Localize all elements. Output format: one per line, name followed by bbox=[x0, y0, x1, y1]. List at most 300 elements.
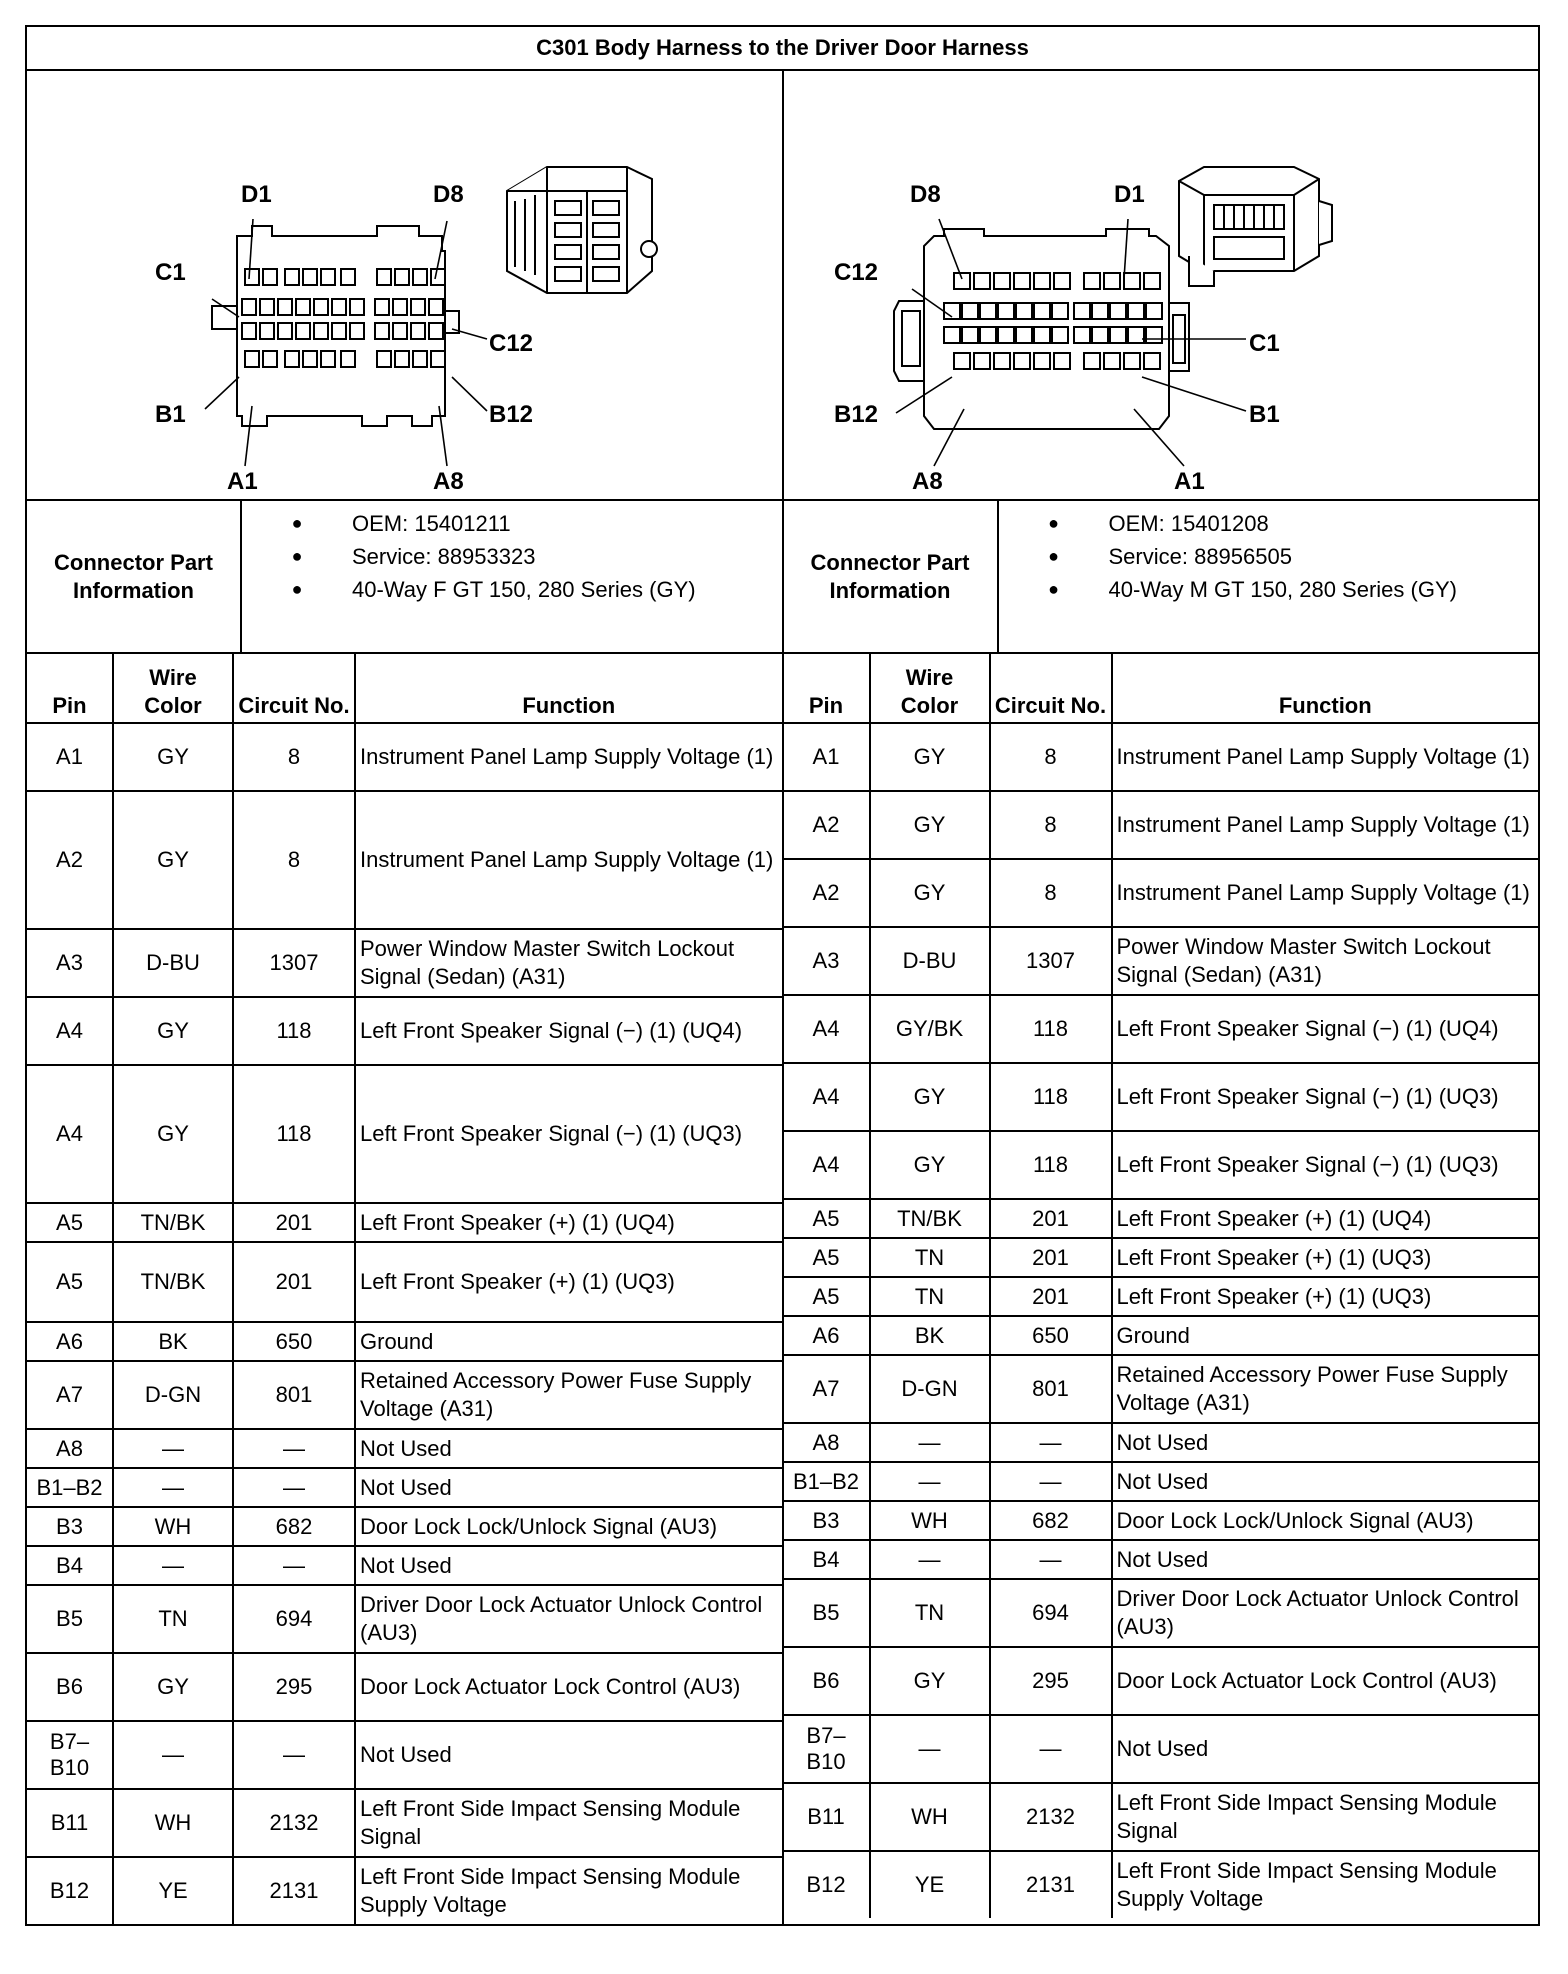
label-c12: C12 bbox=[833, 259, 878, 286]
connector-diagrams bbox=[27, 71, 1538, 501]
function-cell: Left Front Side Impact Sensing Module Signal bbox=[1112, 1783, 1539, 1851]
pin-cavity bbox=[429, 323, 443, 339]
table-row bbox=[784, 1316, 1539, 1355]
pin-cavity bbox=[411, 299, 425, 315]
wire-color-cell: GY bbox=[113, 997, 233, 1065]
column-header-circuit-no: Circuit No. bbox=[233, 654, 355, 723]
connector-description: 40-Way F GT 150, 280 Series (GY) bbox=[352, 576, 696, 602]
function-cell: Driver Door Lock Actuator Unlock Control (AU3) bbox=[355, 1585, 782, 1653]
info-item bbox=[999, 573, 1539, 606]
pin-cavity bbox=[974, 353, 990, 369]
pin-cavity bbox=[332, 323, 346, 339]
pin-cavity bbox=[980, 303, 996, 319]
pin-cell: A5 bbox=[27, 1242, 113, 1322]
info-item bbox=[242, 540, 782, 573]
pin-cavity bbox=[1014, 273, 1030, 289]
table-row bbox=[784, 1715, 1539, 1783]
circuit-no-cell: — bbox=[990, 1423, 1112, 1462]
label-b1: B1 bbox=[1248, 401, 1280, 428]
connector-info-label: Connector Part Information bbox=[784, 501, 999, 652]
pin-cavity bbox=[242, 323, 256, 339]
pin-cell: B1–B2 bbox=[784, 1462, 870, 1501]
function-cell: Power Window Master Switch Lockout Signal (Sedan) (A31) bbox=[355, 929, 782, 997]
function-cell: Ground bbox=[355, 1322, 782, 1361]
pin-cell: A6 bbox=[784, 1316, 870, 1355]
pin-cavity bbox=[1054, 273, 1070, 289]
pin-cavity bbox=[377, 351, 391, 367]
circuit-no-cell: 201 bbox=[990, 1199, 1112, 1238]
pin-cell: A4 bbox=[784, 1063, 870, 1131]
wire-color-cell: — bbox=[113, 1468, 233, 1507]
function-cell: Retained Accessory Power Fuse Supply Voltage (A31) bbox=[355, 1361, 782, 1429]
pin-cavity bbox=[1052, 327, 1068, 343]
pin-cavity bbox=[1110, 303, 1126, 319]
function-cell: Driver Door Lock Actuator Unlock Control (AU3) bbox=[1112, 1579, 1539, 1647]
pin-cavity bbox=[1128, 303, 1144, 319]
pin-cavity bbox=[1104, 273, 1120, 289]
circuit-no-cell: 8 bbox=[990, 723, 1112, 791]
pin-cavity bbox=[994, 353, 1010, 369]
table-row bbox=[27, 929, 782, 997]
circuit-no-cell: — bbox=[233, 1468, 355, 1507]
pin-cavity bbox=[260, 323, 274, 339]
wire-color-cell: D-BU bbox=[113, 929, 233, 997]
circuit-no-cell: 801 bbox=[990, 1355, 1112, 1423]
circuit-no-cell: 295 bbox=[990, 1647, 1112, 1715]
wire-color-cell: GY bbox=[113, 1065, 233, 1203]
pin-cavity bbox=[1144, 353, 1160, 369]
column-header-pin: Pin bbox=[784, 654, 870, 723]
function-cell: Door Lock Lock/Unlock Signal (AU3) bbox=[355, 1507, 782, 1546]
pin-cavity bbox=[375, 323, 389, 339]
pin-cell: B7–B10 bbox=[784, 1715, 870, 1783]
circuit-no-cell: 118 bbox=[233, 997, 355, 1065]
wire-color-cell: TN/BK bbox=[113, 1242, 233, 1322]
pin-cavity bbox=[303, 351, 317, 367]
circuit-no-cell: 2132 bbox=[233, 1789, 355, 1857]
bullet-icon: ● bbox=[1048, 513, 1059, 533]
function-cell: Not Used bbox=[355, 1721, 782, 1789]
wire-color-cell: — bbox=[870, 1462, 990, 1501]
label-a1: A1 bbox=[227, 468, 258, 495]
pin-cavity bbox=[245, 269, 259, 285]
connector-info-list bbox=[242, 501, 782, 652]
pin-cell: A5 bbox=[784, 1277, 870, 1316]
pin-cavity bbox=[260, 299, 274, 315]
pin-cell: B6 bbox=[784, 1647, 870, 1715]
table-row bbox=[784, 995, 1539, 1063]
pin-cell: A3 bbox=[784, 927, 870, 995]
table-row bbox=[784, 927, 1539, 995]
label-d1: D1 bbox=[1113, 181, 1145, 208]
pin-cavity bbox=[395, 269, 409, 285]
circuit-no-cell: — bbox=[233, 1546, 355, 1585]
circuit-no-cell: 2131 bbox=[990, 1851, 1112, 1918]
pin-cavity bbox=[285, 351, 299, 367]
table-row bbox=[27, 1468, 782, 1507]
pin-cell: B4 bbox=[784, 1540, 870, 1579]
circuit-no-cell: — bbox=[233, 1429, 355, 1468]
wire-color-cell: GY/BK bbox=[870, 995, 990, 1063]
pin-cavity bbox=[1110, 327, 1126, 343]
circuit-no-cell: 201 bbox=[233, 1242, 355, 1322]
table-row bbox=[784, 1501, 1539, 1540]
pin-cavity bbox=[1034, 327, 1050, 343]
function-cell: Left Front Speaker Signal (−) (1) (UQ3) bbox=[1112, 1131, 1539, 1199]
pin-cavity bbox=[321, 351, 335, 367]
table-row bbox=[784, 1131, 1539, 1199]
function-cell: Retained Accessory Power Fuse Supply Voltage (A31) bbox=[1112, 1355, 1539, 1423]
label-c12: C12 bbox=[489, 330, 534, 357]
oem-number: OEM: 15401211 bbox=[352, 510, 511, 536]
pin-cell: A4 bbox=[784, 1131, 870, 1199]
table-header-row bbox=[27, 654, 782, 723]
pin-cavity bbox=[1092, 303, 1108, 319]
pin-cavity bbox=[998, 303, 1014, 319]
pin-cavity bbox=[1016, 327, 1032, 343]
pin-cavity bbox=[395, 351, 409, 367]
bullet-icon: ● bbox=[291, 579, 303, 599]
table-row bbox=[27, 1203, 782, 1242]
pin-cavity bbox=[1084, 353, 1100, 369]
pin-cell: B5 bbox=[27, 1585, 113, 1653]
label-d1: D1 bbox=[241, 181, 272, 208]
pinout-table-female-wrap bbox=[27, 654, 784, 1924]
connector-info-male bbox=[784, 501, 1539, 652]
table-row bbox=[27, 1361, 782, 1429]
column-header-pin: Pin bbox=[27, 654, 113, 723]
wire-color-cell: — bbox=[113, 1429, 233, 1468]
table-row bbox=[27, 997, 782, 1065]
function-cell: Left Front Side Impact Sensing Module Supply Voltage bbox=[355, 1857, 782, 1924]
pin-cavity bbox=[974, 273, 990, 289]
function-cell: Not Used bbox=[355, 1546, 782, 1585]
circuit-no-cell: 650 bbox=[233, 1322, 355, 1361]
table-row bbox=[784, 1423, 1539, 1462]
pin-cavity bbox=[377, 269, 391, 285]
circuit-no-cell: 1307 bbox=[990, 927, 1112, 995]
column-header-circuit-no: Circuit No. bbox=[990, 654, 1112, 723]
function-cell: Ground bbox=[1112, 1316, 1539, 1355]
circuit-no-cell: 8 bbox=[990, 859, 1112, 927]
pin-cavity bbox=[263, 351, 277, 367]
circuit-no-cell: — bbox=[233, 1721, 355, 1789]
connector-info-female bbox=[27, 501, 784, 652]
pin-cavity bbox=[263, 269, 277, 285]
function-cell: Not Used bbox=[355, 1468, 782, 1507]
pin-cavity bbox=[1034, 303, 1050, 319]
wire-color-cell: TN bbox=[113, 1585, 233, 1653]
table-row bbox=[27, 1585, 782, 1653]
pin-cavity bbox=[954, 353, 970, 369]
pin-cavity bbox=[278, 323, 292, 339]
label-c1: C1 bbox=[155, 259, 186, 286]
column-header-wire-color: Wire Color bbox=[870, 654, 990, 723]
function-cell: Left Front Speaker (+) (1) (UQ3) bbox=[1112, 1277, 1539, 1316]
table-row bbox=[27, 1789, 782, 1857]
wire-color-cell: GY bbox=[870, 723, 990, 791]
table-row bbox=[27, 1546, 782, 1585]
function-cell: Not Used bbox=[1112, 1423, 1539, 1462]
circuit-no-cell: 118 bbox=[990, 1131, 1112, 1199]
pin-cavity bbox=[1052, 303, 1068, 319]
pin-cell: B4 bbox=[27, 1546, 113, 1585]
circuit-no-cell: 8 bbox=[990, 791, 1112, 859]
service-number: Service: 88956505 bbox=[1108, 543, 1292, 569]
wire-color-cell: D-GN bbox=[870, 1355, 990, 1423]
label-d8: D8 bbox=[433, 181, 464, 208]
pinout-table-male-wrap bbox=[784, 654, 1539, 1924]
function-cell: Not Used bbox=[355, 1429, 782, 1468]
table-row bbox=[27, 723, 782, 791]
pin-cell: A5 bbox=[784, 1199, 870, 1238]
function-cell: Not Used bbox=[1112, 1462, 1539, 1501]
pin-cell: A5 bbox=[27, 1203, 113, 1242]
table-row bbox=[784, 859, 1539, 927]
connector-isometric-icon bbox=[507, 167, 657, 293]
label-a1: A1 bbox=[1173, 468, 1205, 495]
circuit-no-cell: 118 bbox=[990, 995, 1112, 1063]
function-cell: Left Front Speaker Signal (−) (1) (UQ3) bbox=[355, 1065, 782, 1203]
table-row bbox=[784, 1783, 1539, 1851]
pin-cavity bbox=[1054, 353, 1070, 369]
function-cell: Left Front Speaker (+) (1) (UQ3) bbox=[1112, 1238, 1539, 1277]
function-cell: Left Front Speaker Signal (−) (1) (UQ4) bbox=[355, 997, 782, 1065]
table-header-row bbox=[784, 654, 1539, 723]
wire-color-cell: TN bbox=[870, 1277, 990, 1316]
function-cell: Not Used bbox=[1112, 1715, 1539, 1783]
pin-cavity bbox=[332, 299, 346, 315]
pin-cell: A7 bbox=[784, 1355, 870, 1423]
pin-cell: B7–B10 bbox=[27, 1721, 113, 1789]
circuit-no-cell: 694 bbox=[233, 1585, 355, 1653]
label-b1: B1 bbox=[155, 401, 186, 428]
table-row bbox=[27, 791, 782, 929]
function-cell: Instrument Panel Lamp Supply Voltage (1) bbox=[355, 791, 782, 929]
bullet-icon: ● bbox=[1048, 546, 1059, 566]
service-number: Service: 88953323 bbox=[352, 543, 536, 569]
table-row bbox=[784, 1199, 1539, 1238]
function-cell: Left Front Side Impact Sensing Module Signal bbox=[355, 1789, 782, 1857]
pin-cavity bbox=[429, 299, 443, 315]
pin-cavity bbox=[1124, 353, 1140, 369]
function-cell: Door Lock Actuator Lock Control (AU3) bbox=[1112, 1647, 1539, 1715]
info-item bbox=[242, 573, 782, 606]
function-cell: Instrument Panel Lamp Supply Voltage (1) bbox=[1112, 723, 1539, 791]
pin-cell: B3 bbox=[27, 1507, 113, 1546]
pin-cavity bbox=[314, 299, 328, 315]
circuit-no-cell: 8 bbox=[233, 791, 355, 929]
wire-color-cell: BK bbox=[870, 1316, 990, 1355]
wire-color-cell: BK bbox=[113, 1322, 233, 1361]
table-row bbox=[784, 1540, 1539, 1579]
circuit-no-cell: 118 bbox=[233, 1065, 355, 1203]
connector-diagram-female bbox=[27, 71, 784, 499]
pin-cell: A5 bbox=[784, 1238, 870, 1277]
wire-color-cell: — bbox=[870, 1540, 990, 1579]
pin-cavity bbox=[413, 269, 427, 285]
pin-cavity bbox=[242, 299, 256, 315]
pin-cavity bbox=[431, 269, 445, 285]
circuit-no-cell: 694 bbox=[990, 1579, 1112, 1647]
pinout-table-male bbox=[784, 654, 1539, 1918]
pin-cell: B12 bbox=[784, 1851, 870, 1918]
function-cell: Door Lock Lock/Unlock Signal (AU3) bbox=[1112, 1501, 1539, 1540]
connector-description: 40-Way M GT 150, 280 Series (GY) bbox=[1108, 576, 1457, 602]
pin-cavity bbox=[998, 327, 1014, 343]
pin-cavity bbox=[1074, 303, 1090, 319]
pin-cavity bbox=[321, 269, 335, 285]
function-cell: Instrument Panel Lamp Supply Voltage (1) bbox=[1112, 859, 1539, 927]
wire-color-cell: TN/BK bbox=[113, 1203, 233, 1242]
table-row bbox=[784, 1851, 1539, 1918]
pin-cell: B12 bbox=[27, 1857, 113, 1924]
pin-cell: A2 bbox=[784, 791, 870, 859]
pin-cell: A4 bbox=[27, 1065, 113, 1203]
pin-cavity bbox=[296, 299, 310, 315]
wire-color-cell: — bbox=[113, 1546, 233, 1585]
pinout-tables bbox=[27, 654, 1538, 1924]
pin-cavity bbox=[1104, 353, 1120, 369]
pin-cell: A8 bbox=[27, 1429, 113, 1468]
pin-cavity bbox=[296, 323, 310, 339]
pin-cavity bbox=[1128, 327, 1144, 343]
pin-cell: A4 bbox=[27, 997, 113, 1065]
wire-color-cell: GY bbox=[113, 723, 233, 791]
wire-color-cell: WH bbox=[113, 1789, 233, 1857]
wire-color-cell: D-GN bbox=[113, 1361, 233, 1429]
table-row bbox=[27, 1429, 782, 1468]
function-cell: Left Front Side Impact Sensing Module Supply Voltage bbox=[1112, 1851, 1539, 1918]
function-cell: Instrument Panel Lamp Supply Voltage (1) bbox=[355, 723, 782, 791]
circuit-no-cell: 2131 bbox=[233, 1857, 355, 1924]
column-header-function: Function bbox=[1112, 654, 1539, 723]
function-cell: Left Front Speaker (+) (1) (UQ3) bbox=[355, 1242, 782, 1322]
pin-cell: B1–B2 bbox=[27, 1468, 113, 1507]
pin-cavity bbox=[1074, 327, 1090, 343]
circuit-no-cell: 682 bbox=[990, 1501, 1112, 1540]
column-header-function: Function bbox=[355, 654, 782, 723]
label-d8: D8 bbox=[909, 181, 941, 208]
circuit-no-cell: — bbox=[990, 1462, 1112, 1501]
label-b12: B12 bbox=[833, 401, 878, 428]
pin-cavity bbox=[393, 299, 407, 315]
pin-cavity bbox=[954, 273, 970, 289]
pin-cell: B11 bbox=[784, 1783, 870, 1851]
label-a8: A8 bbox=[433, 468, 464, 495]
pin-cavity bbox=[1092, 327, 1108, 343]
wire-color-cell: GY bbox=[870, 1647, 990, 1715]
wire-color-cell: YE bbox=[870, 1851, 990, 1918]
label-c1: C1 bbox=[1248, 330, 1280, 357]
pin-cell: A1 bbox=[784, 723, 870, 791]
page-title: C301 Body Harness to the Driver Door Harness bbox=[27, 27, 1538, 71]
pin-cavity bbox=[1124, 273, 1140, 289]
pin-cell: A8 bbox=[784, 1423, 870, 1462]
table-row bbox=[784, 791, 1539, 859]
connector-info-label: Connector Part Information bbox=[27, 501, 242, 652]
circuit-no-cell: 201 bbox=[990, 1277, 1112, 1316]
pin-cell: A6 bbox=[27, 1322, 113, 1361]
pinout-sheet bbox=[25, 25, 1540, 1926]
info-item bbox=[999, 540, 1539, 573]
table-row bbox=[27, 1507, 782, 1546]
info-item bbox=[999, 507, 1539, 540]
table-row bbox=[27, 1857, 782, 1924]
wire-color-cell: WH bbox=[870, 1501, 990, 1540]
wire-color-cell: WH bbox=[113, 1507, 233, 1546]
circuit-no-cell: 8 bbox=[233, 723, 355, 791]
pin-cavity bbox=[341, 269, 355, 285]
function-cell: Left Front Speaker Signal (−) (1) (UQ4) bbox=[1112, 995, 1539, 1063]
table-row bbox=[784, 1579, 1539, 1647]
table-row bbox=[784, 1647, 1539, 1715]
pin-cavity bbox=[1144, 273, 1160, 289]
circuit-no-cell: — bbox=[990, 1715, 1112, 1783]
table-row bbox=[27, 1242, 782, 1322]
pin-cavity bbox=[413, 351, 427, 367]
function-cell: Not Used bbox=[1112, 1540, 1539, 1579]
pin-cell: B5 bbox=[784, 1579, 870, 1647]
column-header-wire-color: Wire Color bbox=[113, 654, 233, 723]
pin-cavity bbox=[980, 327, 996, 343]
connector-diagram-male bbox=[784, 71, 1539, 499]
table-row bbox=[784, 1462, 1539, 1501]
female-connector-face-drawing bbox=[27, 71, 783, 499]
info-item bbox=[242, 507, 782, 540]
pin-cavity bbox=[1014, 353, 1030, 369]
circuit-no-cell: 650 bbox=[990, 1316, 1112, 1355]
bullet-icon: ● bbox=[291, 546, 303, 566]
pin-cell: A4 bbox=[784, 995, 870, 1063]
pin-cavity bbox=[303, 269, 317, 285]
wire-color-cell: — bbox=[870, 1423, 990, 1462]
label-b12: B12 bbox=[489, 401, 534, 428]
circuit-no-cell: 682 bbox=[233, 1507, 355, 1546]
pin-cell: A7 bbox=[27, 1361, 113, 1429]
bullet-icon: ● bbox=[1048, 579, 1059, 599]
pin-cavity bbox=[944, 327, 960, 343]
pin-cavity bbox=[350, 323, 364, 339]
wire-color-cell: TN bbox=[870, 1238, 990, 1277]
table-row bbox=[784, 1063, 1539, 1131]
wire-color-cell: — bbox=[870, 1715, 990, 1783]
circuit-no-cell: 118 bbox=[990, 1063, 1112, 1131]
wire-color-cell: — bbox=[113, 1721, 233, 1789]
pin-cell: A2 bbox=[784, 859, 870, 927]
wire-color-cell: GY bbox=[870, 859, 990, 927]
connector-info-list bbox=[999, 501, 1539, 652]
table-row bbox=[784, 1277, 1539, 1316]
connector-isometric-icon bbox=[1179, 167, 1332, 286]
circuit-no-cell: 201 bbox=[233, 1203, 355, 1242]
circuit-no-cell: 1307 bbox=[233, 929, 355, 997]
pin-cavity bbox=[1034, 353, 1050, 369]
wire-color-cell: TN bbox=[870, 1579, 990, 1647]
pin-cavity bbox=[994, 273, 1010, 289]
pin-cavity bbox=[278, 299, 292, 315]
function-cell: Power Window Master Switch Lockout Signal (Sedan) (A31) bbox=[1112, 927, 1539, 995]
male-connector-face-drawing bbox=[784, 71, 1540, 499]
function-cell: Left Front Speaker (+) (1) (UQ4) bbox=[355, 1203, 782, 1242]
bullet-icon: ● bbox=[291, 513, 303, 533]
oem-number: OEM: 15401208 bbox=[1108, 510, 1269, 536]
table-row bbox=[27, 1322, 782, 1361]
circuit-no-cell: 201 bbox=[990, 1238, 1112, 1277]
wire-color-cell: YE bbox=[113, 1857, 233, 1924]
pin-cell: A3 bbox=[27, 929, 113, 997]
pin-cell: B11 bbox=[27, 1789, 113, 1857]
